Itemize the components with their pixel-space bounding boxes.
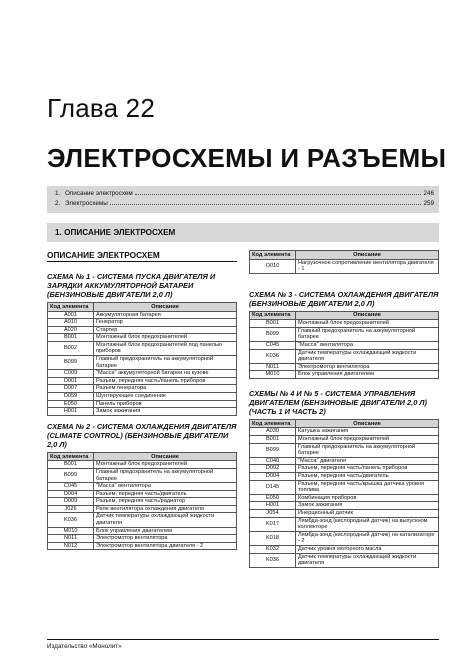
- page-title: ЭЛЕКТРОСХЕМЫ И РАЗЪЕМЫ: [47, 143, 447, 173]
- element-description: Монтажный блок предохранителей: [94, 461, 237, 469]
- element-description: Разъем, передняя часть/крышка датчика уровня топлива: [296, 480, 439, 494]
- element-description: Разъем, передняя часть/двигатель: [94, 490, 237, 498]
- column-header-code: Код элемента: [48, 452, 94, 461]
- element-table: [249, 250, 439, 274]
- element-description: Разъем, передняя часть/двигатель: [296, 473, 439, 481]
- table-row: [250, 428, 439, 436]
- element-code: C009: [48, 370, 94, 378]
- element-code: K036: [250, 553, 296, 567]
- column-header-description: Описание: [296, 311, 439, 320]
- element-code: H001: [48, 408, 94, 416]
- table-row: [48, 483, 237, 491]
- element-code: B001: [48, 461, 94, 469]
- toc-page: 259: [423, 200, 434, 207]
- element-code: C040: [250, 457, 296, 465]
- table-row: [48, 468, 237, 482]
- table-row: [48, 334, 237, 342]
- column-header-code: Код элемента: [250, 251, 296, 260]
- table-row: [48, 535, 237, 543]
- table-row: [250, 465, 439, 473]
- table-row: [250, 545, 439, 553]
- footer-publisher: Издательство «Монолит»: [47, 639, 439, 650]
- scheme-title: СХЕМА № 1 - СИСТЕМА ПУСКА ДВИГАТЕЛЯ И ЗАРЯДКИ АККУМУЛЯТОРНОЙ БАТАРЕИ (БЕНЗИНОВЫЕ ДВИГАТЕЛИ 2,0 Л): [47, 272, 216, 299]
- toc-page: 246: [423, 190, 434, 197]
- element-code: D007: [48, 385, 94, 393]
- element-code: D145: [250, 480, 296, 494]
- element-code: E050: [250, 494, 296, 502]
- table-row: [250, 531, 439, 545]
- left-column: [47, 250, 237, 556]
- element-description: Аккумуляторная батарея: [94, 311, 237, 319]
- table-row: [250, 341, 439, 349]
- element-description: Электромотор вентилятора: [296, 363, 439, 371]
- column-header-code: Код элемента: [48, 303, 94, 312]
- element-description: Датчик уровня моторного масла: [296, 545, 439, 553]
- table-row: [48, 370, 237, 378]
- element-code: D059: [48, 393, 94, 401]
- table-row: [250, 320, 439, 328]
- toc-item[interactable]: [55, 189, 434, 199]
- element-code: B099: [250, 327, 296, 341]
- element-code: C045: [250, 341, 296, 349]
- scheme-title: СХЕМЫ № 4 И № 5 - СИСТЕМА УПРАВЛЕНИЯ ДВИГАТЕЛЕМ (БЕНЗИНОВЫЕ ДВИГАТЕЛИ 2,0 Л) (ЧАСТЬ 1 И ЧАСТЬ 2): [249, 388, 427, 416]
- element-description: Катушка зажигания: [296, 428, 439, 436]
- table-row: [48, 393, 237, 401]
- table-row: [48, 490, 237, 498]
- element-description: Главный предохранитель на аккумуляторной батарее: [296, 327, 439, 341]
- element-description: Генератор: [94, 319, 237, 327]
- table-row: [250, 517, 439, 531]
- element-code: A010: [48, 319, 94, 327]
- element-code: K036: [250, 349, 296, 363]
- element-code: H001: [250, 502, 296, 510]
- table-row: [48, 377, 237, 385]
- element-code: K018: [250, 531, 296, 545]
- element-description: Лямбда-зонд (кислородный датчик) на выпускном коллекторе: [296, 517, 439, 531]
- toc-item[interactable]: [55, 199, 434, 209]
- element-description: Разъем, передняя часть/панель приборов: [94, 377, 237, 385]
- table-row: [48, 356, 237, 370]
- table-row: [250, 349, 439, 363]
- element-description: Электромотор вентилятора: [94, 535, 237, 543]
- table-row: [48, 319, 237, 327]
- column-header-code: Код элемента: [250, 311, 296, 320]
- element-code: N012: [48, 542, 94, 550]
- element-description: Датчик температуры охлаждающей жидкости двигателя: [94, 513, 237, 527]
- element-description: "Масса" вентилятора: [94, 483, 237, 491]
- element-description: Монтажный блок предохранителей под панелью приборов: [94, 341, 237, 355]
- column-header-description: Описание: [296, 419, 439, 428]
- element-description: Лямбда-зонд (кислородный датчик) на катализаторе - 2: [296, 531, 439, 545]
- table-row: [48, 498, 237, 506]
- element-code: D001: [48, 377, 94, 385]
- element-code: D004: [48, 490, 94, 498]
- element-description: Датчик температуры охлаждающей жидкости двигателя: [296, 349, 439, 363]
- element-code: J054: [250, 509, 296, 517]
- subsection-title: ОПИСАНИЕ ЭЛЕКТРОСХЕМ: [47, 250, 237, 262]
- element-description: "Масса" двигателя: [296, 457, 439, 465]
- element-code: A020: [48, 326, 94, 334]
- toc-text: Электросхемы: [65, 200, 108, 207]
- table-row: [250, 363, 439, 371]
- element-code: M010: [48, 527, 94, 535]
- table-row: [48, 311, 237, 319]
- element-description: Инерционный датчик: [296, 509, 439, 517]
- column-header-description: Описание: [94, 452, 237, 461]
- element-table: [47, 302, 237, 416]
- toc-text: Описание электросхем: [65, 190, 133, 197]
- table-row: [250, 509, 439, 517]
- table-row: [48, 527, 237, 535]
- element-code: C045: [48, 483, 94, 491]
- element-code: B001: [250, 436, 296, 444]
- table-row: [48, 326, 237, 334]
- right-column: [249, 250, 439, 574]
- table-row: [250, 436, 439, 444]
- element-table: [249, 419, 439, 568]
- table-row: [250, 553, 439, 567]
- chapter-label: Глава 22: [47, 93, 155, 123]
- column-header-description: Описание: [296, 251, 439, 260]
- element-code: A030: [250, 428, 296, 436]
- toc-number: 2.: [55, 200, 61, 207]
- element-code: O010: [250, 259, 296, 273]
- element-code: D009: [48, 498, 94, 506]
- table-row: [250, 457, 439, 465]
- element-table: [249, 311, 439, 379]
- element-description: Монтажный блок предохранителей: [296, 436, 439, 444]
- element-code: K017: [250, 517, 296, 531]
- element-description: Замок зажигания: [296, 502, 439, 510]
- scheme-title: СХЕМА № 2 - СИСТЕМА ОХЛАЖДЕНИЯ ДВИГАТЕЛЯ (CLIMATE CONTROL) (БЕНЗИНОВЫЕ ДВИГАТЕЛИ 2,0 Л): [47, 421, 237, 449]
- element-code: B001: [250, 320, 296, 328]
- table-row: [250, 259, 439, 273]
- element-description: Датчик температуры охлаждающей жидкости двигателя: [296, 553, 439, 567]
- element-description: Шунтирующее соединение: [94, 393, 237, 401]
- table-row: [250, 327, 439, 341]
- table-row: [250, 443, 439, 457]
- table-row: [48, 513, 237, 527]
- table-row: [48, 505, 237, 513]
- element-code: E050: [48, 400, 94, 408]
- element-code: N011: [250, 363, 296, 371]
- element-code: J026: [48, 505, 94, 513]
- element-description: Монтажный блок предохранителей: [94, 334, 237, 342]
- element-description: Блок управления двигателем: [94, 527, 237, 535]
- element-code: D004: [250, 473, 296, 481]
- element-description: Замок зажигания: [94, 408, 237, 416]
- element-description: "Масса" аккумуляторной батареи на кузове: [94, 370, 237, 378]
- element-description: Нагрузочное сопротивление вентилятора двигателя - 1: [296, 259, 439, 273]
- element-description: Главный предохранитель на аккумуляторной батарее: [94, 468, 237, 482]
- toc-leader: [135, 189, 422, 195]
- element-description: Стартер: [94, 326, 237, 334]
- element-code: B099: [250, 443, 296, 457]
- scheme-title: СХЕМА № 3 - СИСТЕМА ОХЛАЖДЕНИЯ ДВИГАТЕЛЯ (БЕНЗИНОВЫЕ ДВИГАТЕЛИ 2,0 Л): [249, 289, 439, 308]
- element-code: D002: [250, 465, 296, 473]
- section-heading: 1. ОПИСАНИЕ ЭЛЕКТРОСХЕМ: [47, 223, 439, 242]
- element-description: Разъем, передняя часть/панель приборов: [296, 465, 439, 473]
- element-code: K036: [48, 513, 94, 527]
- element-code: M010: [250, 371, 296, 379]
- toc-leader: [110, 199, 422, 205]
- element-description: "Масса" вентилятора: [296, 341, 439, 349]
- element-description: Разъем, передняя часть/радиатор: [94, 498, 237, 506]
- element-code: B099: [48, 356, 94, 370]
- column-header-description: Описание: [94, 303, 237, 312]
- element-code: B099: [48, 468, 94, 482]
- element-code: A001: [48, 311, 94, 319]
- element-code: B002: [48, 341, 94, 355]
- table-row: [48, 542, 237, 550]
- table-row: [48, 400, 237, 408]
- table-row: [48, 341, 237, 355]
- element-description: Главный предохранитель на аккумуляторной батарее: [296, 443, 439, 457]
- table-row: [48, 408, 237, 416]
- element-code: B001: [48, 334, 94, 342]
- table-row: [250, 494, 439, 502]
- column-header-code: Код элемента: [250, 419, 296, 428]
- element-description: Монтажный блок предохранителей: [296, 320, 439, 328]
- table-row: [250, 480, 439, 494]
- element-table: [47, 452, 237, 551]
- table-row: [250, 502, 439, 510]
- toc-number: 1.: [55, 190, 61, 197]
- element-description: Панель приборов: [94, 400, 237, 408]
- table-of-contents: [47, 186, 439, 213]
- table-row: [250, 371, 439, 379]
- element-description: Реле вентилятора охлаждения двигателя: [94, 505, 237, 513]
- element-description: Главный предохранитель на аккумуляторной батарее: [94, 356, 237, 370]
- element-description: Разъем генератора: [94, 385, 237, 393]
- element-description: Комбинация приборов: [296, 494, 439, 502]
- table-row: [250, 473, 439, 481]
- element-description: Электромотор вентилятора двигателя - 2: [94, 542, 237, 550]
- element-description: Блок управления двигателем: [296, 371, 439, 379]
- element-code: N011: [48, 535, 94, 543]
- table-row: [48, 385, 237, 393]
- table-row: [48, 461, 237, 469]
- element-code: K032: [250, 545, 296, 553]
